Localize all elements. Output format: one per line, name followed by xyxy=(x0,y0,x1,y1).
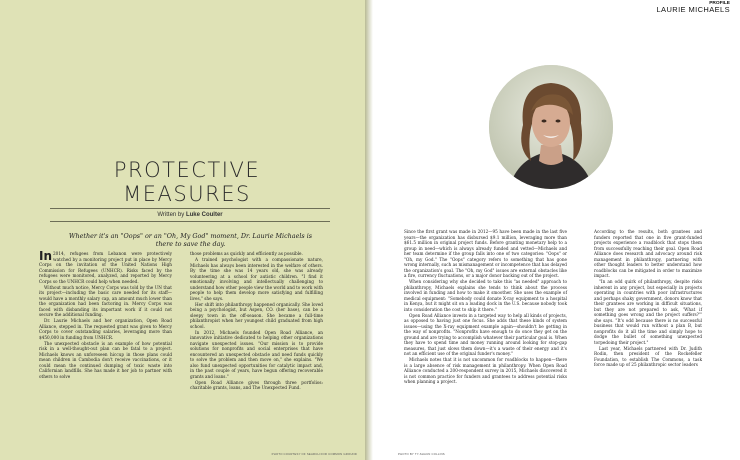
paragraph: "In an odd quirk of philanthropy, despite risks inherent in any project, but especially in projects operating in countries with poor infrastructures and perhaps shaky government, donors know that their grantees are working in difficult situations, but they are not prepared to ask, 'What if something goes wrong and the project suffers?'" she says. "It's odd because there is no successful business that would run without a plan B, but nonprofits do it all the time and simply hope to dodge the bullet of something unexpected torpedoing their project." xyxy=(594,279,702,345)
paragraph: Open Road Alliance invests in a targeted way to help all kinds of projects, as opposed to having just one focus. She adds that these kinds of system issues—using the X-ray equipment example again—shouldn't be getting in the way of nonprofits. "Nonprofits have enough to do once they get on the ground and are trying to accomplish whatever their particular goal is. When they have to spend time and money running around looking for stop-gap measures, that just slows them down—it's a waste of their energy and it's not an efficient use of the original funder's money." xyxy=(404,312,567,356)
right-column-2 xyxy=(594,229,702,368)
paragraph: In 2012, Michaels founded Open Road Alliance, an innovative initiative dedicated to helping other organizations navigate unexpected issues. "Our mission is to provide solutions for nonprofits and social enterprises that have encountered an unexpected obstacle and need funds quickly to solve the problem and then move on," she explains. "We also fund unexpected opportunities for catalytic impact and, in the past couple of years, have begun offering recoverable grants and loans." xyxy=(190,329,323,379)
left-page xyxy=(0,0,365,460)
byline-prefix: Written by xyxy=(157,212,185,218)
paragraph: Without much notice, Mercy Corps was told by the UN that its project—including the basic care needed for its staff—would have a monthly salary cap, an amount much lower than the organization had been factoring in. Mercy Corps was faced with disbanding its important work if it could not secure the additional funding. xyxy=(39,284,172,317)
subject-name: LAURIE MICHAELS xyxy=(656,5,730,14)
photo-credit-right: PHOTO BY TY-SHAUN COLLINS xyxy=(398,452,445,456)
section-label xyxy=(656,1,730,14)
page-gutter xyxy=(365,0,373,460)
paragraph: The unexpected obstacle is an example of how potential risk in a well-thought-out plan can be fatal to a project. Michaels knows an unforeseen hiccup in those plans could mean children in Cambodia don't receive vaccinations, or it could mean the continued dumping of toxic waste into Californian landfills. She has made it her job to partner with others to solve xyxy=(39,340,172,379)
paragraph: A trained psychologist with a compassionate nature, Michaels has always been interested in the welfare of others. By the time she was 14 years old, she was already volunteering at a school for autistic children. "I find it emotionally involving and intellectually challenging to understand how other people view the world and to work with people to help them develop more satisfying and fulfilling lives," she says. xyxy=(190,257,323,301)
photo-credit-left: PHOTO COURTESY OF SEARCH FOR COMMON GROUND xyxy=(271,452,357,456)
paragraph: Her shift into philanthropy happened organically. She loved being a psychologist, but Aspen, CO. (her base), can be a sleepy town in the off-season. She became a full-time philanthropist when her youngest child graduated from high school. xyxy=(190,301,323,329)
left-column-1 xyxy=(39,251,172,380)
paragraph: Michaels notes that it is not uncommon for roadblocks to happen—there is a large absence of risk management in philanthropy. When Open Road Alliance conducted a 200-respondent survey in 2015, Michaels discovered it is not common practice for funders and grantees to address potential risks when planning a project. xyxy=(404,357,567,384)
paragraph: Dr. Laurie Michaels and her organization, Open Road Alliance, stepped in. The requested grant was given to Mercy Corps to cover outstanding salaries, leveraging more than $450,000 in funding from UNHCR. xyxy=(39,318,172,340)
portrait-illustration xyxy=(489,65,613,189)
byline xyxy=(50,212,330,218)
byline-rule-bottom xyxy=(50,221,330,222)
byline-rule-top xyxy=(50,208,330,209)
paragraph: Since the first grant was made in 2012—95 have been made in the last five years—the organization has disbursed $9.1 million, leveraging more than $61.5 million in original project funds. Before granting monetary help to a group in need—which is always already funded and vetted—Michaels and her team determine if the group falls into one of two categories: "Oops" or "Oh, my God." The "Oops" category refers to something that has gone wrong internally, such as mismanagement or incompetence that has delayed the organization's goal. The "Oh, my God" issues are external obstacles like a fire, currency fluctuations, or a major donor backing out of the project. xyxy=(404,229,567,278)
paragraph: In 2014, refugees from Lebanon were protectively watched by a monitoring project put in place by Mercy Corps on the invitation of the United Nations High Commission for Refugees (UNHCR). Risks faced by the refugees were monitored, analyzed, and reported by Mercy Corps so the UNHCR could help when needed. xyxy=(39,249,172,284)
left-column-2 xyxy=(190,251,323,391)
right-column-1 xyxy=(404,229,567,385)
article-deck: Whether it's an "Oops" or an "Oh, My God" moment, Dr. Laurie Michaels is there to save the day. xyxy=(68,232,313,248)
byline-author: Luke Coulter xyxy=(185,212,223,218)
dropcap: In xyxy=(39,249,53,263)
paragraph: Open Road Alliance gives through three portfolios: charitable grants, loans, and The Unexpected Fund. xyxy=(190,379,323,390)
paragraph: According to the results, both grantees and funders reported that one in five grant-funded projects experience a roadblock that stops them from successfully reaching their goal. Open Road Alliance does research and advocacy around risk management in philanthropy, partnering with other thought leaders to better understand how roadblocks can be mitigated in order to maximize impact. xyxy=(594,229,702,278)
paragraph: Last year, Michaels partnered with Dr. Judith Rodin, then president of the Rockefeller Foundation, to establish The Commons, a task force made up of 25 philanthropic sector leaders xyxy=(594,345,702,367)
headline-line-2: MEASURES xyxy=(123,182,251,206)
article-headline xyxy=(92,158,282,206)
headline-line-1: PROTECTIVE xyxy=(113,158,261,182)
paragraph: those problems as quickly and efficiently as possible. xyxy=(190,251,303,256)
section-name: PROFILE xyxy=(709,1,730,6)
portrait-photo xyxy=(489,65,613,189)
paragraph: When considering why she decided to take this "as needed" approach to philanthropy, Michaels explains she tends to think about the process involved in funding and how to make it smoother. She uses the example of medical equipment: "Somebody could donate X-ray equipment to a hospital in Kenya, but it might sit on a loading dock in the U.S. because nobody took into consideration the cost to ship it there." xyxy=(404,279,567,312)
